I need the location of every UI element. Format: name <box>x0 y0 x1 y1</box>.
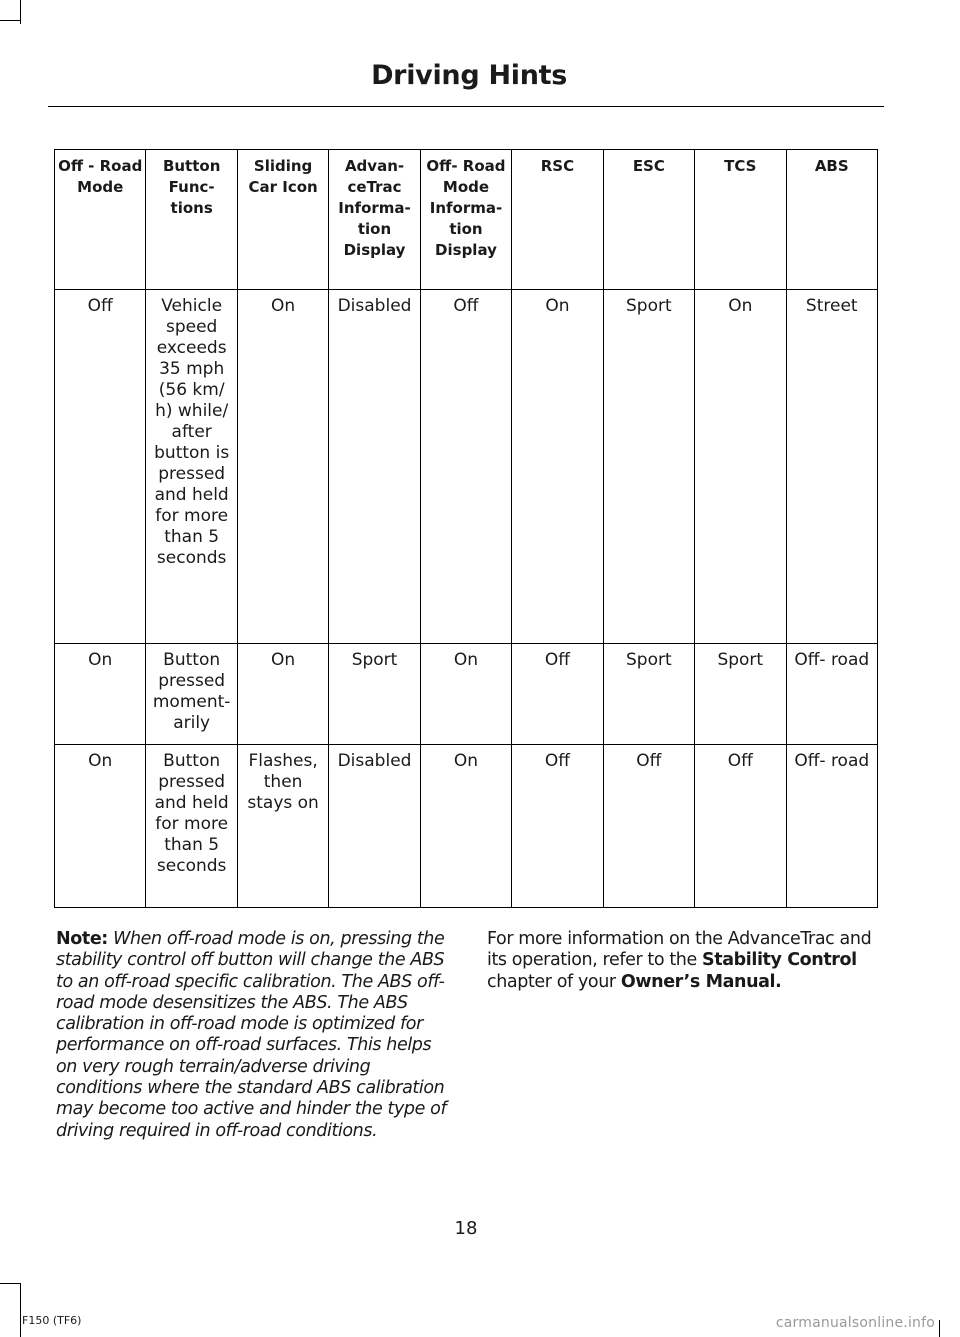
table-cell: Sport <box>603 644 694 745</box>
table-cell: Sport <box>329 644 420 745</box>
crop-mark <box>939 1320 940 1337</box>
table-cell: Button pressed moment- arily <box>146 644 237 745</box>
table-row <box>55 290 878 644</box>
crop-mark <box>20 0 21 24</box>
crop-mark <box>20 1283 21 1337</box>
table-cell: On <box>695 290 786 644</box>
table-cell: On <box>512 290 603 644</box>
column-header: Off - Road Mode <box>55 150 146 290</box>
column-header: ESC <box>603 150 694 290</box>
table-cell: On <box>55 745 146 908</box>
manual-reference: Owner’s Manual. <box>620 971 782 992</box>
table-cell: Off <box>420 290 511 644</box>
table-row <box>55 644 878 745</box>
table-cell: Off <box>603 745 694 908</box>
column-header: Button Func- tions <box>146 150 237 290</box>
page-number: 18 <box>454 1218 478 1239</box>
table-cell: Flashes, then stays on <box>237 745 328 908</box>
table-cell: Disabled <box>329 290 420 644</box>
table-cell: On <box>237 644 328 745</box>
table-cell: On <box>420 745 511 908</box>
table-cell: Vehicle speed exceeds 35 mph (56 km/ h) while/ after button is pressed and held for more than 5 seconds <box>146 290 237 644</box>
table-cell: Button pressed and held for more than 5 seconds <box>146 745 237 908</box>
table-cell: Street <box>786 290 878 644</box>
table-cell: Off- road <box>786 644 878 745</box>
table-cell: Sport <box>603 290 694 644</box>
table-cell: Off <box>695 745 786 908</box>
title-divider <box>48 106 884 107</box>
page-title: Driving Hints <box>371 60 567 91</box>
note-paragraph <box>56 929 448 1142</box>
table-cell: Off- road <box>786 745 878 908</box>
table-cell: Off <box>512 745 603 908</box>
table-header-row <box>55 150 878 290</box>
footer-model-code: F150 (TF6) <box>22 1314 82 1327</box>
column-header: Sliding Car Icon <box>237 150 328 290</box>
table-cell: Off <box>512 644 603 745</box>
column-header: Off- Road Mode Informa- tion Display <box>420 150 511 290</box>
table-cell: Disabled <box>329 745 420 908</box>
watermark: carmanualsonline.info <box>775 1315 935 1331</box>
column-header: TCS <box>695 150 786 290</box>
table-cell: Off <box>55 290 146 644</box>
table-cell: On <box>55 644 146 745</box>
note-text: When off-road mode is on, pressing the stability control off button will change the ABS to an off-road specific calibration. The ABS off-road mode desensitizes the ABS. The ABS calibration in off-road mode is optimized for performance on off-road surfaces. This helps on very rough terrain/adverse driving conditions where the standard ABS calibration may become too active and hinder the type of driving required in off-road conditions. <box>56 929 447 1141</box>
chapter-reference: Stability Control <box>702 950 857 971</box>
crop-mark <box>0 20 20 21</box>
column-header: ABS <box>786 150 878 290</box>
info-text: For more information on the AdvanceTrac and its operation, refer to the <box>487 929 872 971</box>
info-text: chapter of your <box>487 971 616 992</box>
column-header: RSC <box>512 150 603 290</box>
crop-mark <box>0 1283 20 1284</box>
table-cell: Sport <box>695 644 786 745</box>
note-label: Note: <box>56 929 108 949</box>
table-cell: On <box>237 290 328 644</box>
off-road-mode-table <box>54 149 878 908</box>
table-row <box>55 745 878 908</box>
column-header: Advan- ceTrac Informa- tion Display <box>329 150 420 290</box>
table-cell: On <box>420 644 511 745</box>
more-info-paragraph <box>487 929 887 993</box>
